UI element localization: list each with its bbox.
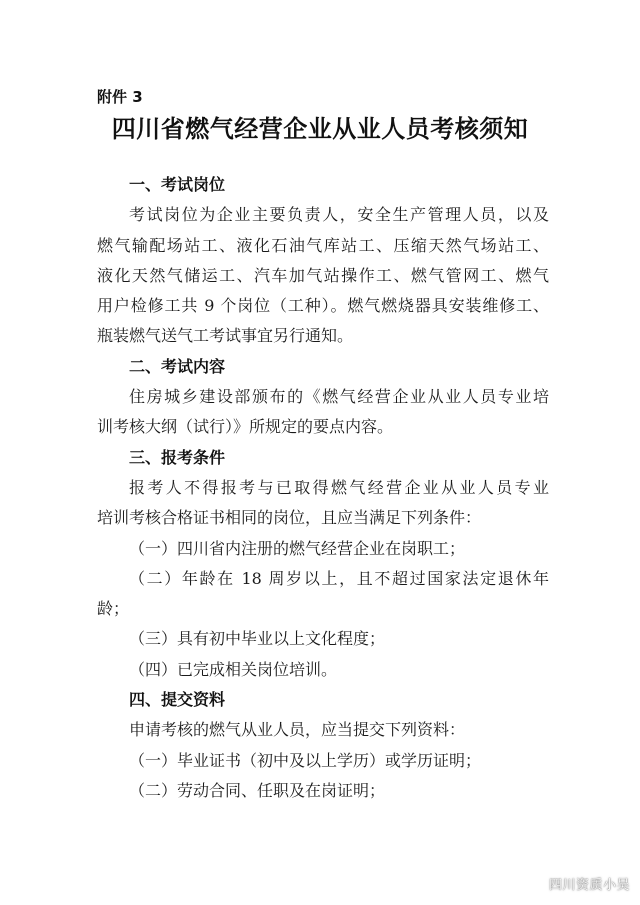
paragraph-line: 燃气输配场站工、液化石油气库站工、压缩天然气场站工、	[97, 235, 549, 255]
paragraph-line: 考试岗位为企业主要负责人，安全生产管理人员，以及	[129, 205, 549, 225]
section-heading: 三、报考条件	[129, 447, 226, 467]
paragraph-line: 报考人不得报考与已取得燃气经营企业从业人员专业	[129, 477, 549, 497]
paragraph-line: （四）已完成相关岗位培训。	[129, 659, 338, 679]
paragraph-line: 用户检修工共 9 个岗位（工种）。燃气燃烧器具安装维修工、	[97, 296, 549, 316]
attachment-label: 附件 3	[97, 88, 143, 106]
paragraph-line: 申请考核的燃气从业人员，应当提交下列资料：	[129, 720, 466, 740]
paragraph-line: 训考核大纲（试行）》所规定的要点内容。	[97, 417, 394, 437]
paragraph-line: （二）劳动合同、任职及在岗证明；	[129, 780, 386, 800]
section-heading: 四、提交资料	[129, 690, 226, 710]
paragraph-line: （二）年龄在 18 周岁以上，且不超过国家法定退休年	[129, 568, 549, 588]
paragraph-line: 液化天然气储运工、汽车加气站操作工、燃气管网工、燃气	[97, 265, 549, 285]
document-body	[97, 170, 549, 806]
paragraph-line: 住房城乡建设部颁布的《燃气经营企业从业人员专业培	[129, 387, 549, 407]
paragraph-line: （三）具有初中毕业以上文化程度；	[129, 629, 386, 649]
document-title: 四川省燃气经营企业从业人员考核须知	[111, 114, 529, 143]
paragraph-line: （一）毕业证书（初中及以上学历）或学历证明；	[129, 750, 482, 770]
paragraph-line: 瓶装燃气送气工考试事宜另行通知。	[97, 326, 354, 346]
section-heading: 一、考试岗位	[129, 175, 226, 194]
paragraph-line: 培训考核合格证书相同的岗位，且应当满足下列条件：	[97, 508, 482, 528]
paragraph-line: （一）四川省内注册的燃气经营企业在岗职工；	[129, 538, 466, 558]
section-heading: 二、考试内容	[129, 356, 226, 376]
paragraph-line: 龄；	[97, 599, 130, 619]
watermark: 四川资质小吴	[548, 878, 630, 893]
